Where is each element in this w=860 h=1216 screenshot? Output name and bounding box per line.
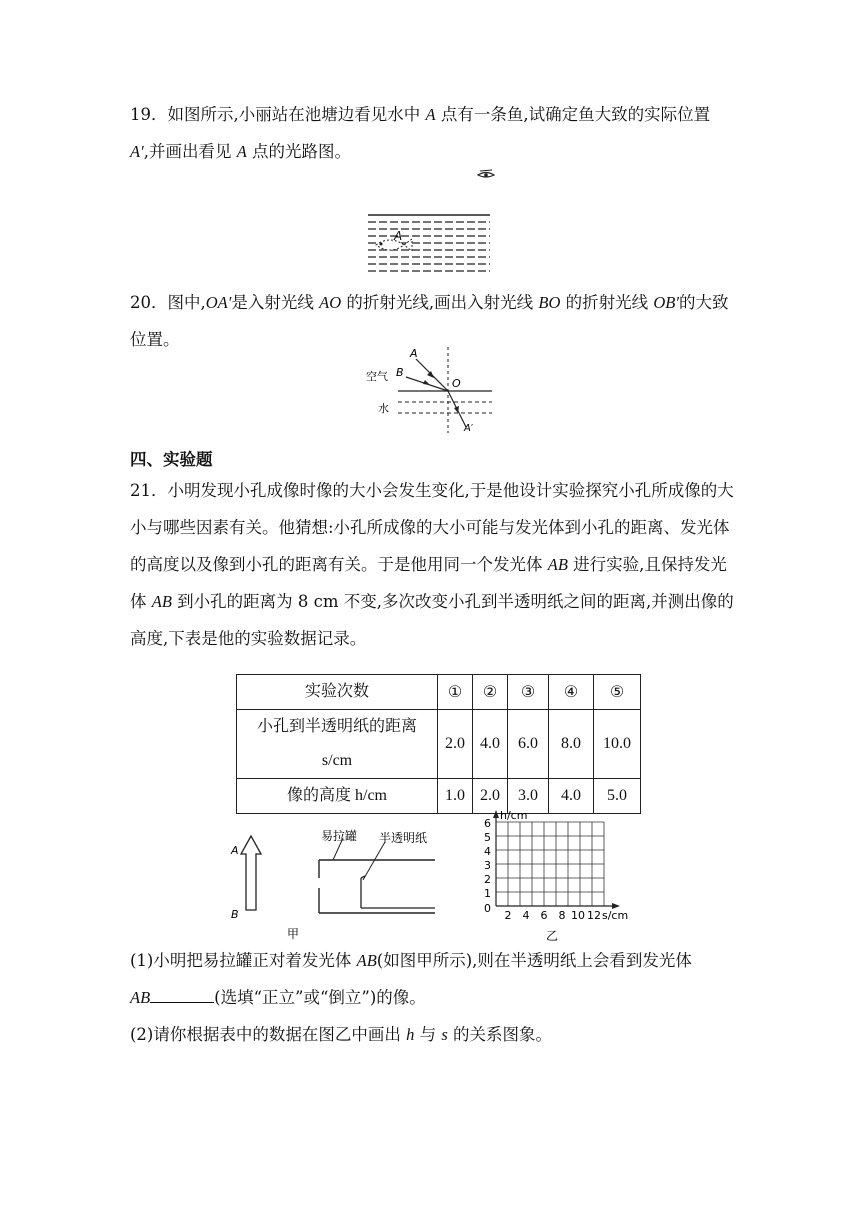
x-tick-label: 2 — [504, 909, 512, 922]
table-cell: 实验次数 — [237, 675, 438, 710]
table-cell — [237, 710, 438, 779]
table-cell: 像的高度 h/cm — [237, 779, 438, 814]
pond-figure — [360, 165, 500, 280]
x-tick-labels — [505, 909, 602, 922]
can-drawing — [319, 838, 435, 913]
y-tick-label: 3 — [484, 859, 491, 872]
table-cell: 6.0 — [508, 710, 549, 779]
x-tick-label: 10 — [571, 909, 585, 922]
y-tick-label: 2 — [484, 873, 491, 886]
table-cell: ⑤ — [594, 675, 641, 710]
table-cell: ① — [438, 675, 473, 710]
y-tick-labels — [484, 817, 491, 900]
air-label: 空气 — [366, 370, 388, 383]
table-row — [237, 675, 641, 710]
y-tick-label: 5 — [484, 831, 491, 844]
y-axis-arrow-icon — [493, 810, 499, 818]
table-cell: 10.0 — [594, 710, 641, 779]
table-cell: 2.0 — [438, 710, 473, 779]
table-cell: ② — [473, 675, 508, 710]
x-tick-label: 4 — [522, 909, 530, 922]
y-axis-label: h/cm — [500, 809, 528, 822]
can-label: 易拉罐 — [321, 829, 358, 843]
table-cell: 2.0 — [473, 779, 508, 814]
x-tick-label: 6 — [540, 909, 548, 922]
table-cell: 3.0 — [508, 779, 549, 814]
table-cell: 8.0 — [549, 710, 594, 779]
y-tick-label: 6 — [484, 817, 491, 830]
label-a-prime: A′ — [464, 423, 474, 434]
eye-icon — [478, 170, 494, 177]
label-o: O — [452, 377, 461, 390]
arrow-icon — [423, 380, 430, 385]
figure-yi-grid — [478, 808, 638, 944]
row-label: 小孔到半透明纸的距离 — [256, 718, 417, 735]
arrow-icon — [427, 371, 434, 378]
up-arrow-icon — [241, 836, 261, 910]
table-cell: 4.0 — [473, 710, 508, 779]
table-cell: 5.0 — [594, 779, 641, 814]
table-cell: 1.0 — [438, 779, 473, 814]
label-b: B — [231, 908, 239, 921]
caption-yi: 乙 — [546, 929, 559, 943]
x-axis-label: s/cm — [602, 909, 629, 922]
point-a-label: A — [394, 229, 403, 243]
label-b: B — [396, 366, 404, 379]
table-cell: ④ — [549, 675, 594, 710]
label-a: A — [410, 347, 418, 360]
q21-sub2: (2)请你根据表中的数据在图乙中画出 h 与 s 的关系图象。 — [130, 1025, 553, 1044]
paper-label: 半透明纸 — [379, 831, 428, 845]
water-label: 水 — [378, 402, 389, 415]
x-tick-label: 8 — [558, 909, 566, 922]
row-unit: s/cm — [321, 752, 353, 769]
label-a: A — [231, 844, 239, 857]
table-cell: 4.0 — [549, 779, 594, 814]
table-row — [237, 710, 641, 779]
answer-blank[interactable] — [150, 988, 214, 1003]
q21-sub1: (1)小明把易拉罐正对着发光体 AB(如图甲所示),则在半透明纸上会看到发光体 AB (选填“正立”或“倒立”)的像。 — [130, 951, 692, 1007]
x-tick-label: 12 — [587, 909, 601, 922]
refraction-figure — [360, 345, 500, 435]
section-title: 四、实验题 — [130, 450, 213, 469]
grid-lines — [496, 822, 604, 906]
y-tick-label: 4 — [484, 845, 491, 858]
caption-jia: 甲 — [287, 927, 300, 941]
figure-jia — [225, 818, 445, 942]
y-tick-label: 1 — [484, 887, 491, 900]
origin-label: 0 — [484, 902, 491, 915]
table-cell: ③ — [508, 675, 549, 710]
q19-text: 19．如图所示,小丽站在池塘边看见水中 A 点有一条鱼,试确定鱼大致的实际位置 A′,并画出看见 A 点的光路图。 — [130, 105, 711, 161]
q21-text: 21．小明发现小孔成像时像的大小会发生变化,于是他设计实验探究小孔所成像的大小与哪些因素有关。他猜想:小孔所成像的大小可能与发光体到小孔的距离、发光体的高度以及像到小孔的距离有关。于是他用同一个发光体 AB 进行实验,且保持发光体 AB 到小孔的距离为 8 cm 不变,多次改变小孔到半透明纸之间的距离,并测出像的高度,下表是他的实验数据记录。 — [130, 481, 734, 648]
data-table — [236, 674, 641, 814]
q20-text: 20．图中,OA′是入射光线 AO 的折射光线,画出入射光线 BO 的折射光线 OB′的大致位置。 — [130, 293, 729, 349]
